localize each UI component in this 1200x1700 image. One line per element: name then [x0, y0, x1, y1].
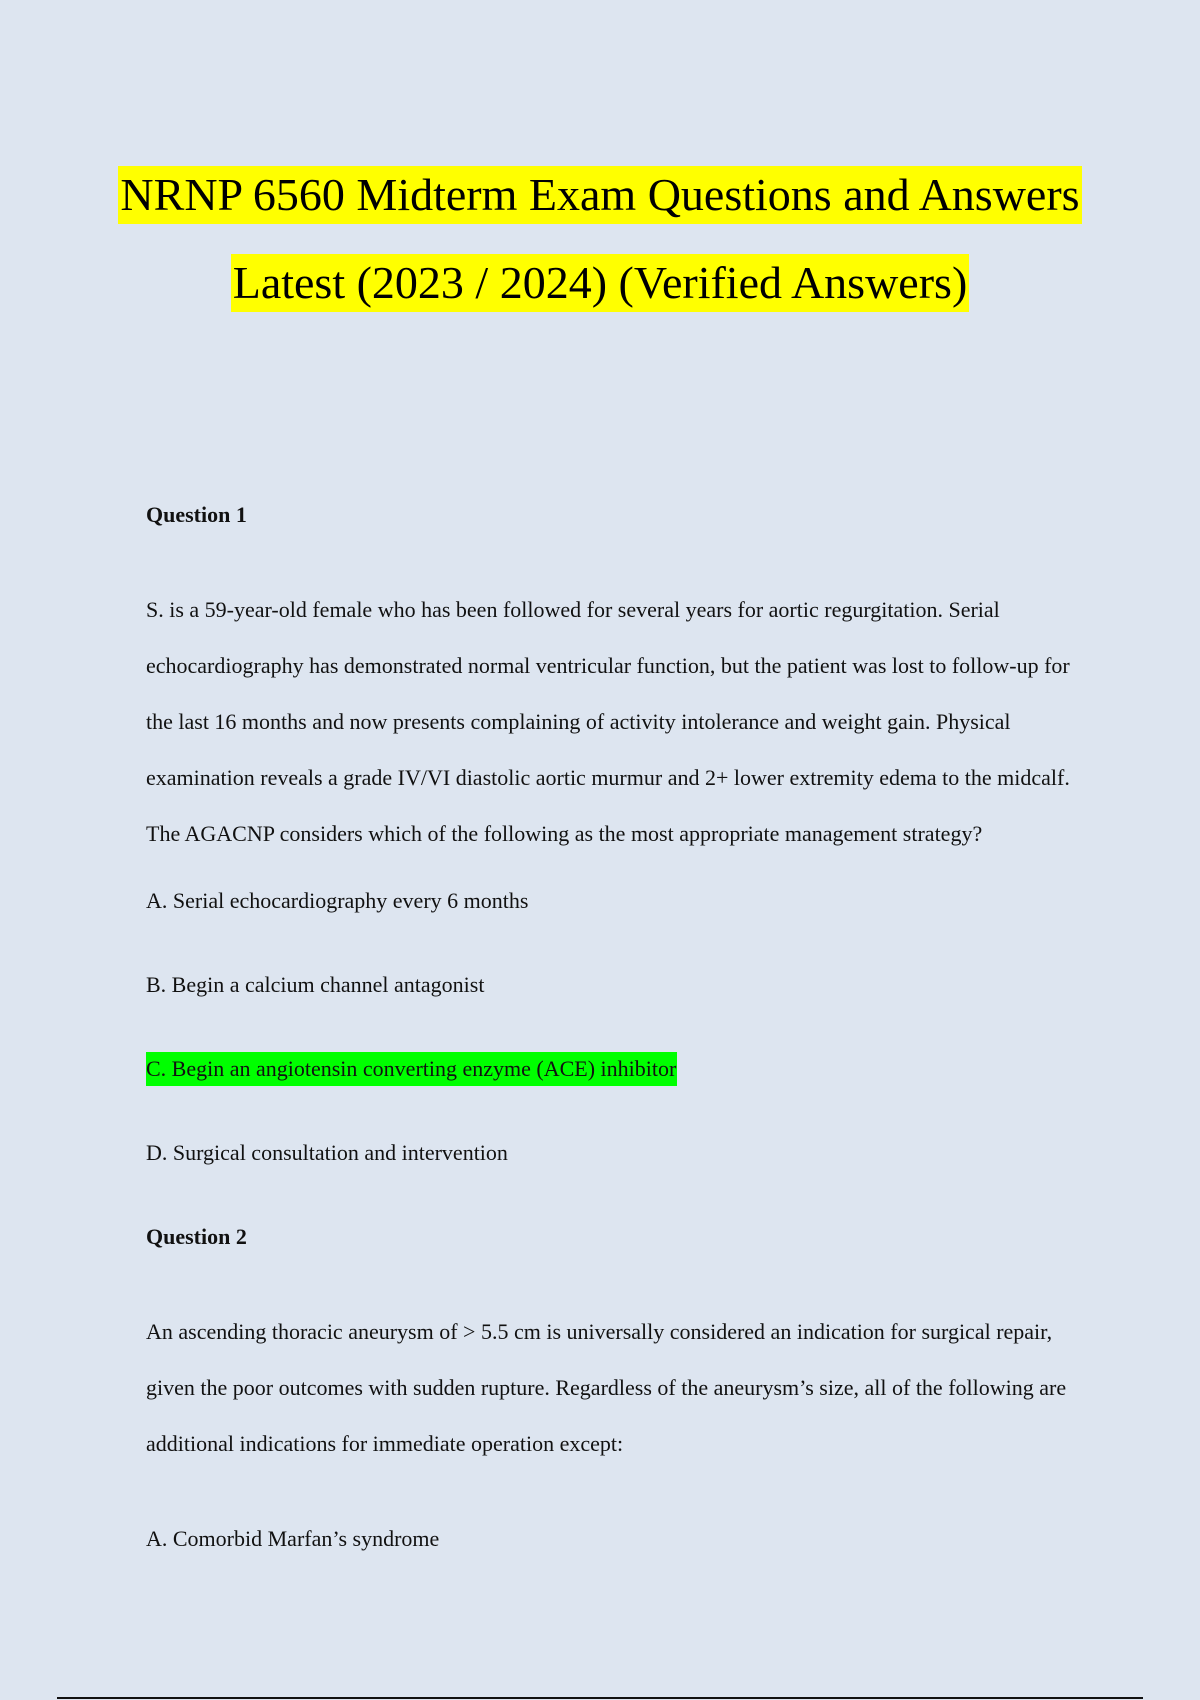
title-line-2: Latest (2023 / 2024) (Verified Answers) — [231, 254, 970, 312]
question-1-option-b: B. Begin a calcium channel antagonist — [146, 972, 485, 997]
question-2-option-a: A. Comorbid Marfan’s syndrome — [146, 1526, 440, 1551]
question-2-heading: Question 2 — [146, 1224, 247, 1249]
question-1-heading: Question 1 — [146, 502, 247, 527]
question-2-stem: An ascending thoracic aneurysm of > 5.5 cm is universally considered an indication for surgical repair, given the poor outcomes with sudden rupture. Regardless of the aneurysm’s size, all of the following are additional indications for immediate operation except: — [146, 1319, 1067, 1456]
question-1-option-c-correct — [146, 1052, 1086, 1086]
question-1-option-a: A. Serial echocardiography every 6 months — [146, 888, 529, 913]
question-1-option-d: D. Surgical consultation and intervention — [146, 1140, 508, 1165]
document-body — [146, 498, 1086, 1556]
title-line-1: NRNP 6560 Midterm Exam Questions and Answers — [118, 166, 1081, 224]
correct-answer-highlight: C. Begin an angiotensin converting enzyme (ACE) inhibitor — [146, 1052, 677, 1086]
document-title — [0, 166, 1200, 312]
page-bottom-rule — [57, 1697, 1143, 1699]
question-1-stem: S. is a 59-year-old female who has been followed for several years for aortic regurgitation. Serial echocardiography has demonstrated normal ventricular function, but the patient was lost to follow-up for the last 16 months and now presents complaining of activity intolerance and weight gain. Physical examination reveals a grade IV/VI diastolic aortic murmur and 2+ lower extremity edema to the midcalf. The AGACNP considers which of the following as the most appropriate management strategy? — [146, 597, 1070, 846]
